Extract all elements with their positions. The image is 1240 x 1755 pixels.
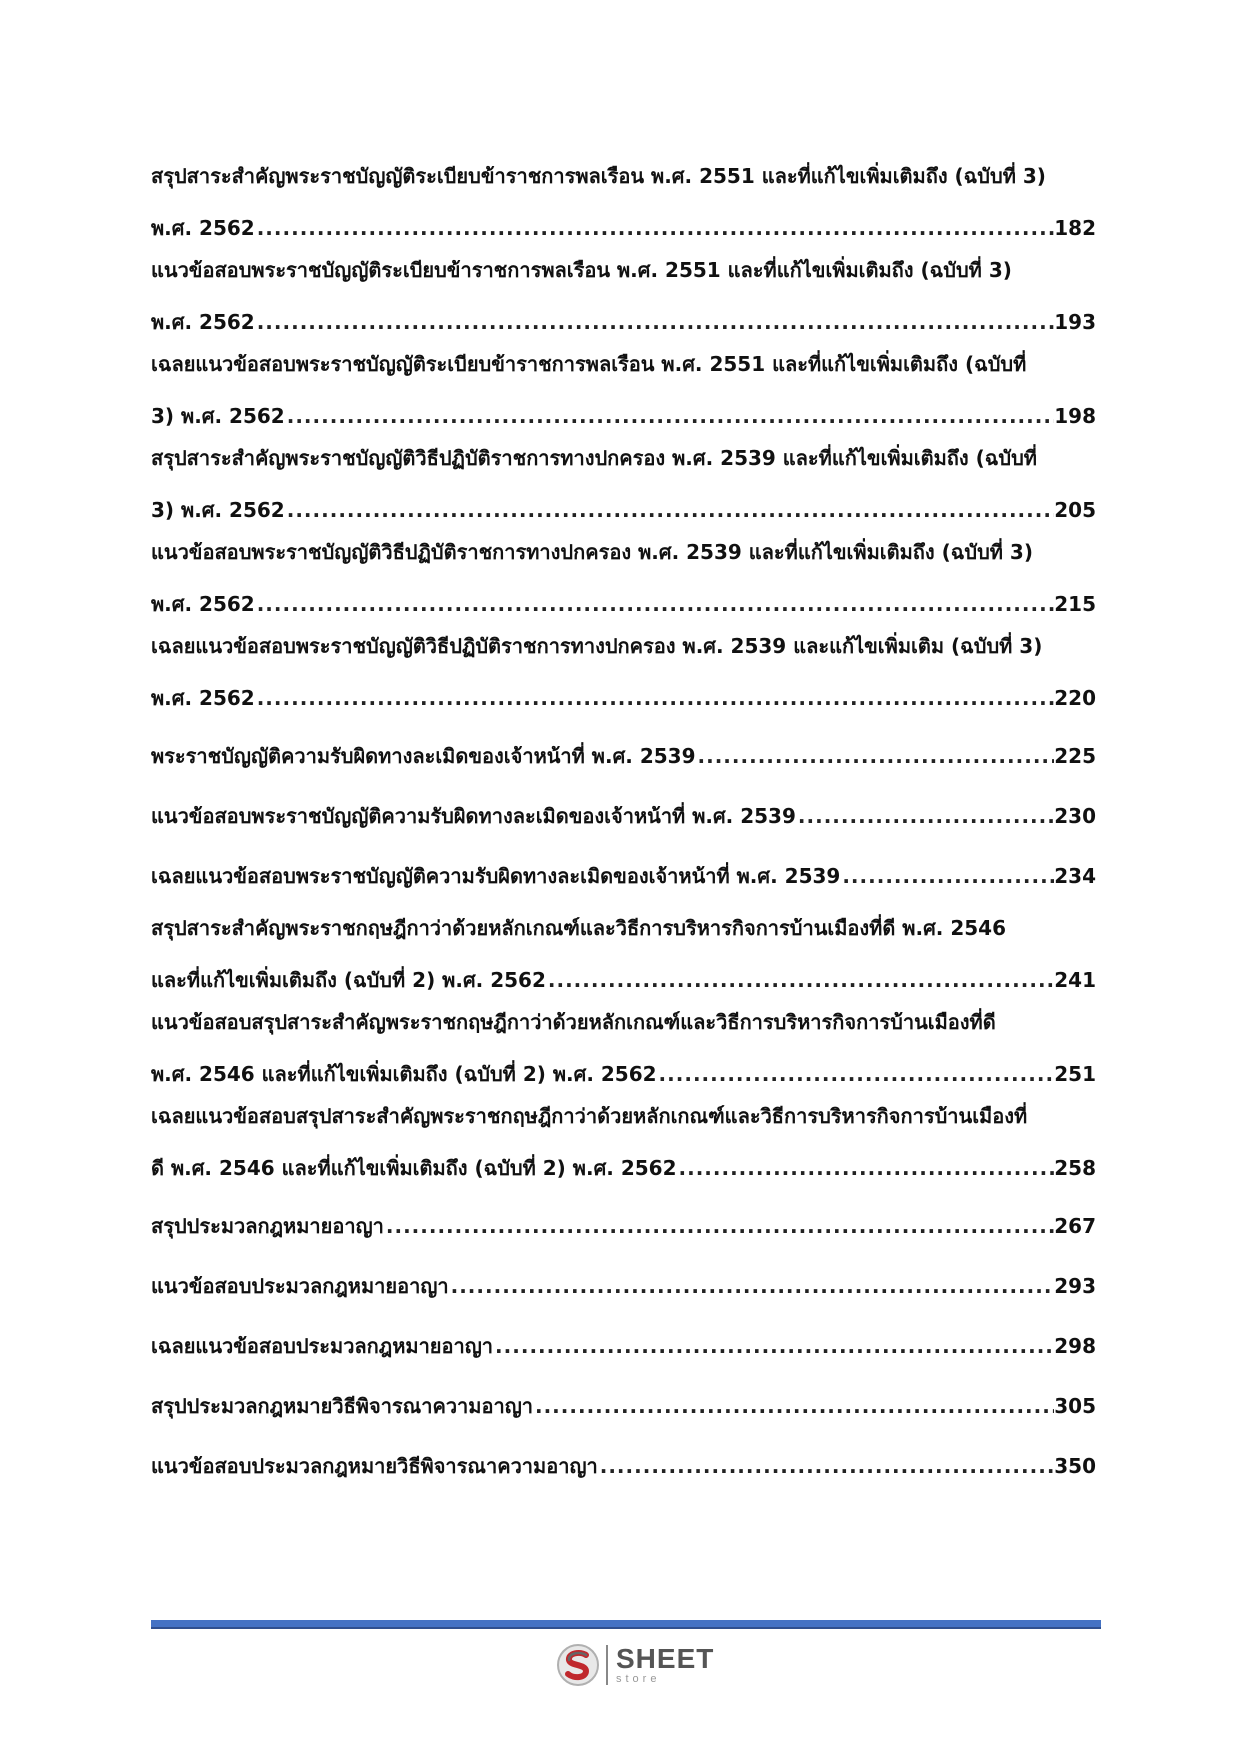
toc-entry-title: พระราชบัญญัติความรับผิดทางละเมิดของเจ้าหน้าที่ พ.ศ. 2539 <box>151 744 696 768</box>
sheet-store-s-icon <box>556 1643 600 1687</box>
toc-entry[interactable] <box>151 1200 1096 1252</box>
toc-entry-title: เฉลยแนวข้อสอบพระราชบัญญัติวิธีปฏิบัติราชการทางปกครอง พ.ศ. 2539 และแก้ไขเพิ่มเติม (ฉบับที่ 3) <box>151 634 1043 658</box>
toc-entry-title: แนวข้อสอบพระราชบัญญัติวิธีปฏิบัติราชการทางปกครอง พ.ศ. 2539 และที่แก้ไขเพิ่มเติมถึง (ฉบับที่ 3) <box>151 540 1033 564</box>
toc-page-number: 298 <box>1054 1334 1096 1358</box>
table-of-contents <box>151 150 1096 1492</box>
toc-entry-title: เฉลยแนวข้อสอบพระราชบัญญัติความรับผิดทางละเมิดของเจ้าหน้าที่ พ.ศ. 2539 <box>151 864 841 888</box>
toc-entry-title-cont: ดี พ.ศ. 2546 และที่แก้ไขเพิ่มเติมถึง (ฉบับที่ 2) พ.ศ. 2562 <box>151 1156 677 1180</box>
logo-separator <box>606 1645 608 1685</box>
toc-entry-title: เฉลยแนวข้อสอบสรุปสาระสำคัญพระราชกฤษฎีกาว่าด้วยหลักเกณฑ์และวิธีการบริหารกิจการบ้านเมืองที่ <box>151 1104 1028 1128</box>
toc-entry-title-cont: และที่แก้ไขเพิ่มเติมถึง (ฉบับที่ 2) พ.ศ. 2562 <box>151 968 546 992</box>
toc-entry[interactable] <box>151 620 1096 724</box>
toc-entry-title: แนวข้อสอบพระราชบัญญัติความรับผิดทางละเมิดของเจ้าหน้าที่ พ.ศ. 2539 <box>151 804 796 828</box>
dot-leader <box>598 1440 1055 1492</box>
toc-entry[interactable] <box>151 432 1096 536</box>
dot-leader <box>533 1380 1054 1432</box>
toc-page-number: 350 <box>1054 1454 1096 1478</box>
footer-rule-shadow <box>151 1627 1101 1629</box>
toc-entry-title: แนวข้อสอบสรุปสาระสำคัญพระราชกฤษฎีกาว่าด้วยหลักเกณฑ์และวิธีการบริหารกิจการบ้านเมืองที่ดี <box>151 1010 996 1034</box>
footer-rule <box>151 1620 1101 1627</box>
toc-entry[interactable] <box>151 150 1096 254</box>
toc-entry-title: สรุปสาระสำคัญพระราชกฤษฎีกาว่าด้วยหลักเกณฑ์และวิธีการบริหารกิจการบ้านเมืองที่ดี พ.ศ. 2546 <box>151 916 1006 940</box>
toc-page-number: 234 <box>1054 864 1096 888</box>
toc-entry-title: แนวข้อสอบประมวลกฎหมายอาญา <box>151 1274 449 1298</box>
toc-page-number: 225 <box>1054 744 1096 768</box>
toc-entry-title: สรุปประมวลกฎหมายอาญา <box>151 1214 384 1238</box>
toc-page-number: 258 <box>1054 1156 1096 1180</box>
toc-entry[interactable] <box>151 338 1096 442</box>
toc-entry[interactable] <box>151 790 1096 842</box>
toc-entry[interactable] <box>151 1380 1096 1432</box>
toc-entry[interactable] <box>151 850 1096 902</box>
logo-subtext: store <box>616 1673 661 1685</box>
toc-page-number: 241 <box>1054 968 1096 992</box>
toc-entry-title: สรุปประมวลกฎหมายวิธีพิจารณาความอาญา <box>151 1394 533 1418</box>
toc-page-number: 193 <box>1054 310 1096 334</box>
toc-page-number: 198 <box>1054 404 1096 428</box>
toc-entry-title-cont: พ.ศ. 2562 <box>151 592 255 616</box>
dot-leader <box>696 730 1055 782</box>
sheet-store-logo <box>556 1640 714 1690</box>
toc-entry[interactable] <box>151 996 1096 1100</box>
dot-leader <box>840 850 1054 902</box>
toc-page-number: 267 <box>1054 1214 1096 1238</box>
toc-entry[interactable] <box>151 526 1096 630</box>
dot-leader <box>255 672 1055 724</box>
toc-page-number: 293 <box>1054 1274 1096 1298</box>
logo-text <box>616 1645 714 1685</box>
toc-entry-title-cont: 3) พ.ศ. 2562 <box>151 498 285 522</box>
toc-entry-title-cont: พ.ศ. 2562 <box>151 310 255 334</box>
toc-entry-title-cont: พ.ศ. 2562 <box>151 216 255 240</box>
dot-leader <box>384 1200 1054 1252</box>
toc-page-number: 215 <box>1054 592 1096 616</box>
toc-page-number: 182 <box>1054 216 1096 240</box>
toc-page-number: 305 <box>1054 1394 1096 1418</box>
toc-entry-title: แนวข้อสอบพระราชบัญญัติระเบียบข้าราชการพลเรือน พ.ศ. 2551 และที่แก้ไขเพิ่มเติมถึง (ฉบับที่ 3) <box>151 258 1012 282</box>
toc-entry-title: เฉลยแนวข้อสอบประมวลกฎหมายอาญา <box>151 1334 494 1358</box>
toc-entry[interactable] <box>151 902 1096 1006</box>
toc-entry[interactable] <box>151 244 1096 348</box>
dot-leader <box>493 1320 1054 1372</box>
toc-entry[interactable] <box>151 1320 1096 1372</box>
toc-entry[interactable] <box>151 1260 1096 1312</box>
toc-entry-title-cont: พ.ศ. 2562 <box>151 686 255 710</box>
toc-entry-title: สรุปสาระสำคัญพระราชบัญญัติวิธีปฏิบัติราชการทางปกครอง พ.ศ. 2539 และที่แก้ไขเพิ่มเติมถึง (ฉบับที่ <box>151 446 1037 470</box>
toc-page-number: 220 <box>1054 686 1096 710</box>
dot-leader <box>677 1142 1055 1194</box>
toc-entry-title: แนวข้อสอบประมวลกฎหมายวิธีพิจารณาความอาญา <box>151 1454 598 1478</box>
toc-entry[interactable] <box>151 1440 1096 1492</box>
dot-leader <box>796 790 1054 842</box>
toc-entry-title-cont: พ.ศ. 2546 และที่แก้ไขเพิ่มเติมถึง (ฉบับที่ 2) พ.ศ. 2562 <box>151 1062 657 1086</box>
toc-page-number: 251 <box>1054 1062 1096 1086</box>
toc-entry[interactable] <box>151 730 1096 782</box>
toc-entry-title: เฉลยแนวข้อสอบพระราชบัญญัติระเบียบข้าราชการพลเรือน พ.ศ. 2551 และที่แก้ไขเพิ่มเติมถึง (ฉบับที่ <box>151 352 1027 376</box>
toc-entry[interactable] <box>151 1090 1096 1194</box>
dot-leader <box>449 1260 1055 1312</box>
toc-entry-title: สรุปสาระสำคัญพระราชบัญญัติระเบียบข้าราชการพลเรือน พ.ศ. 2551 และที่แก้ไขเพิ่มเติมถึง (ฉบับที่ 3) <box>151 164 1046 188</box>
toc-page-number: 205 <box>1054 498 1096 522</box>
logo-wordmark: SHEET <box>616 1643 715 1674</box>
toc-entry-title-cont: 3) พ.ศ. 2562 <box>151 404 285 428</box>
toc-page-number: 230 <box>1054 804 1096 828</box>
